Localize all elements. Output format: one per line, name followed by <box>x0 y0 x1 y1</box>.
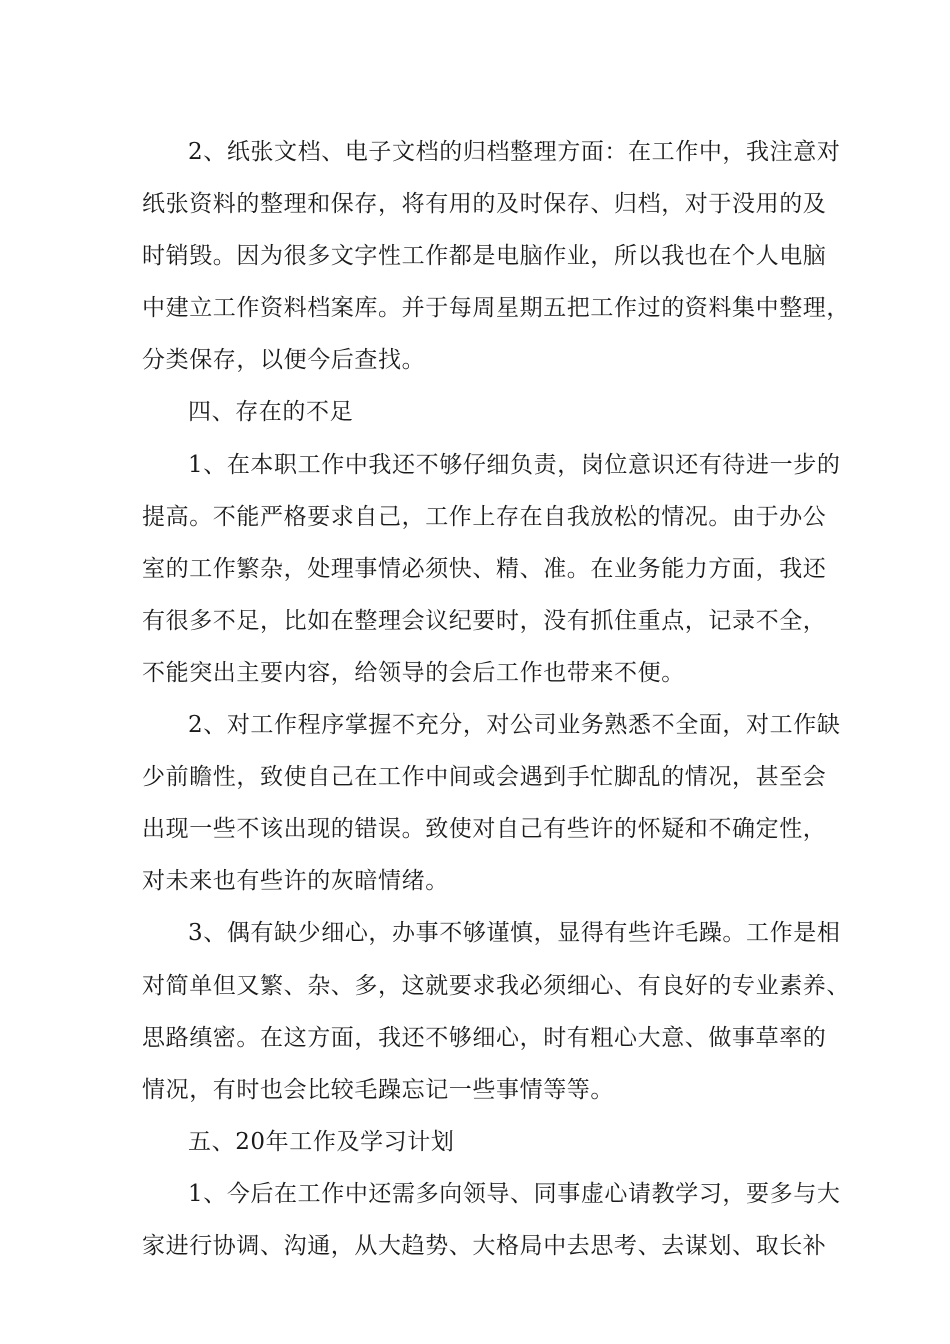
paragraph-line: 3、偶有缺少细心，办事不够谨慎，显得有些许毛躁。工作是相 <box>188 920 841 947</box>
paragraph-line: 对未来也有些许的灰暗情绪。 <box>142 868 449 895</box>
paragraph-line: 中建立工作资料档案库。并于每周星期五把工作过的资料集中整理， <box>142 295 850 322</box>
paragraph-line: 纸张资料的整理和保存，将有用的及时保存、归档，对于没用的及 <box>142 191 827 218</box>
paragraph-line: 对简单但又繁、杂、多，这就要求我必须细心、有良好的专业素养、 <box>142 972 850 999</box>
paragraph-line: 2、纸张文档、电子文档的归档整理方面：在工作中，我注意对 <box>188 139 841 165</box>
paragraph-line: 提高。不能严格要求自己，工作上存在自我放松的情况。由于办公 <box>142 503 827 530</box>
paragraph-line: 室的工作繁杂，处理事情必须快、精、准。在业务能力方面，我还 <box>142 555 827 582</box>
section-heading: 四、存在的不足 <box>188 399 354 426</box>
paragraph-line: 不能突出主要内容，给领导的会后工作也带来不便。 <box>142 659 685 686</box>
paragraph-line: 时销毁。因为很多文字性工作都是电脑作业，所以我也在个人电脑 <box>142 243 827 270</box>
paragraph-line: 1、今后在工作中还需多向领导、同事虚心请教学习，要多与大 <box>188 1180 841 1207</box>
paragraph-line: 情况，有时也会比较毛躁忘记一些事情等等。 <box>142 1076 614 1103</box>
section-heading: 五、20年工作及学习计划 <box>188 1128 455 1155</box>
paragraph-line: 1、在本职工作中我还不够仔细负责，岗位意识还有待进一步的 <box>188 451 841 478</box>
paragraph-line: 少前瞻性，致使自己在工作中间或会遇到手忙脚乱的情况，甚至会 <box>142 764 827 791</box>
paragraph-line: 2、对工作程序掌握不充分，对公司业务熟悉不全面，对工作缺 <box>188 712 841 739</box>
paragraph-line: 分类保存，以便今后查找。 <box>142 347 426 374</box>
paragraph-line: 有很多不足，比如在整理会议纪要时，没有抓住重点，记录不全， <box>142 607 827 634</box>
paragraph-line: 家进行协调、沟通，从大趋势、大格局中去思考、去谋划、取长补 <box>142 1232 827 1259</box>
paragraph-line: 思路缜密。在这方面，我还不够细心，时有粗心大意、做事草率的 <box>142 1024 827 1051</box>
paragraph-line: 出现一些不该出现的错误。致使对自己有些许的怀疑和不确定性， <box>142 816 827 843</box>
document-body <box>142 126 850 1272</box>
